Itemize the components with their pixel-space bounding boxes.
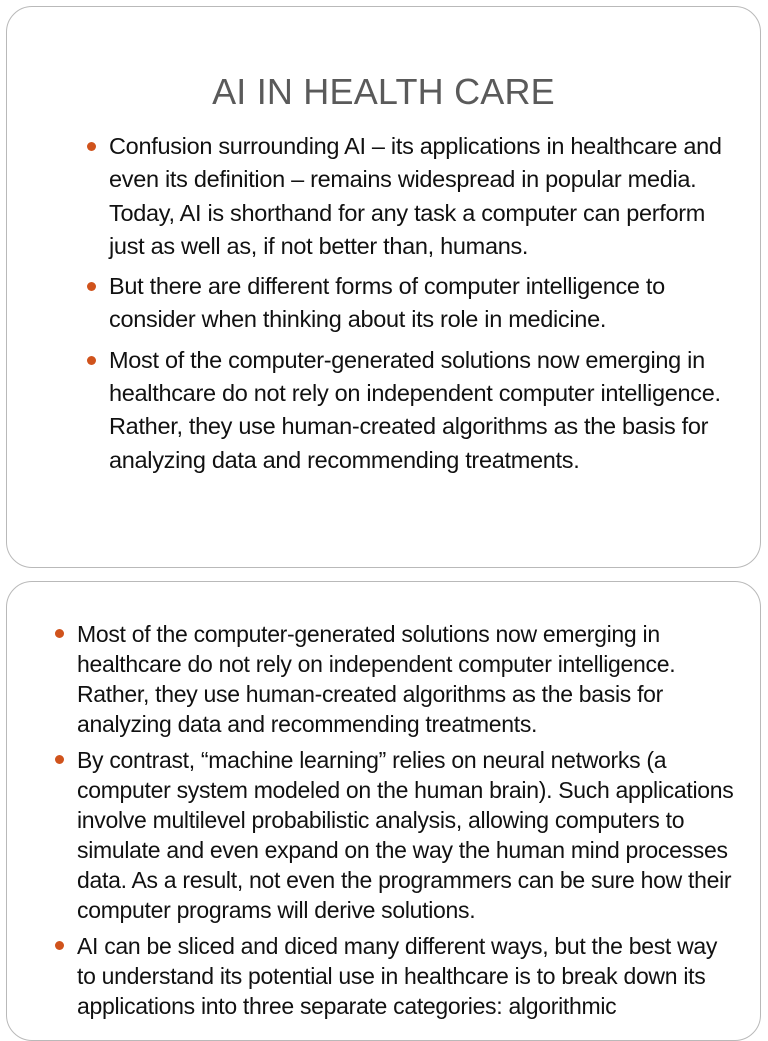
- bullet-item: [87, 270, 727, 337]
- slide-1: [6, 6, 761, 568]
- slide-title: AI IN HEALTH CARE: [212, 71, 555, 112]
- bullet-list: [87, 130, 727, 484]
- bullet-dot-icon: [87, 142, 96, 151]
- slide-2: [6, 581, 761, 1041]
- bullet-item: [87, 344, 727, 477]
- bullet-text: Most of the computer-generated solutions now emerging in healthcare do not rely on independent computer intelligence. Rather, they use human-created algorithms as the basis for analyzing data and recommending treatments.: [77, 621, 676, 737]
- bullet-item: [55, 619, 735, 739]
- bullet-text: Most of the computer-generated solutions now emerging in healthcare do not rely on independent computer intelligence. Rather, they use human-created algorithms as the basis for analyzing data and recommending treatments.: [109, 346, 721, 473]
- bullet-text: By contrast, “machine learning” relies on neural networks (a computer system modeled on the human brain). Such applications involve multilevel probabilistic analysis, allowing computers to simulate and even expand on the way the human mind processes data. As a result, not even the programmers can be sure how their computer programs will derive solutions.: [77, 747, 734, 923]
- bullet-list: [55, 619, 735, 1027]
- bullet-text: AI can be sliced and diced many different ways, but the best way to understand its potential use in healthcare is to break down its applications into three separate categories: algorithmic: [77, 933, 718, 1019]
- bullet-dot-icon: [55, 941, 64, 950]
- bullet-dot-icon: [55, 629, 64, 638]
- bullet-text: But there are different forms of computer intelligence to consider when thinking about its role in medicine.: [109, 273, 665, 333]
- bullet-dot-icon: [87, 356, 96, 365]
- bullet-dot-icon: [87, 282, 96, 291]
- bullet-item: [55, 931, 735, 1021]
- bullet-item: [55, 745, 735, 925]
- bullet-item: [87, 130, 727, 263]
- bullet-text: Confusion surrounding AI – its applications in healthcare and even its definition – remains widespread in popular media. Today, AI is shorthand for any task a computer can perform just as well as, if not better than, humans.: [109, 133, 722, 259]
- bullet-dot-icon: [55, 755, 64, 764]
